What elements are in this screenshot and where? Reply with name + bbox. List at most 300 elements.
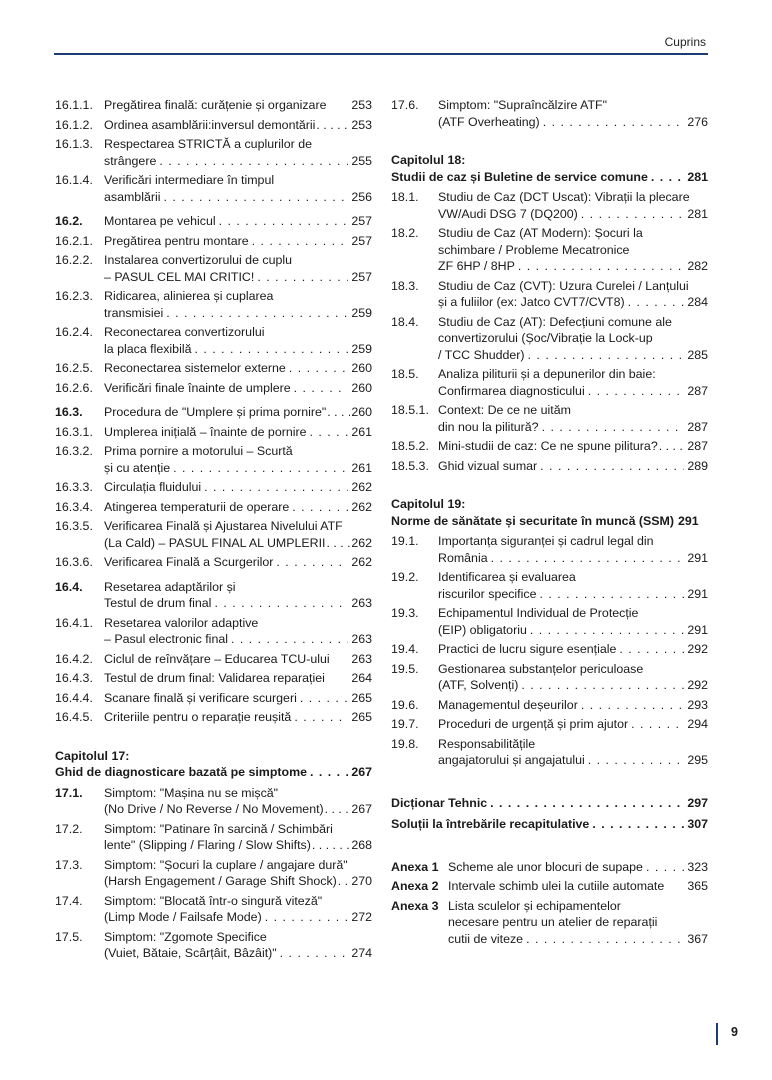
page-ref: 261	[351, 460, 372, 475]
toc-entry[interactable]	[55, 424, 372, 441]
annex-entry[interactable]	[391, 878, 708, 895]
section-number: 18.4.	[391, 314, 419, 329]
toc-entry[interactable]	[55, 499, 372, 516]
entry-body	[104, 404, 372, 421]
dot-leader	[159, 153, 348, 170]
toc-entry-text: Scanare finală și verificare scurgeri	[104, 690, 297, 705]
toc-line	[438, 278, 708, 295]
toc-line	[104, 252, 372, 269]
toc-entry-text: din nou la pilitură?	[438, 419, 539, 434]
page-ref: 281	[687, 206, 708, 221]
section-number: 17.5.	[55, 929, 83, 944]
toc-line	[104, 857, 372, 874]
page-ref: 282	[687, 259, 708, 273]
toc-entry[interactable]	[55, 479, 372, 496]
entry-body	[104, 690, 372, 707]
toc-entry-text: Resetarea adaptărilor și	[104, 579, 236, 594]
entry-body	[104, 172, 372, 205]
toc-entry-text: Studiu de Caz (AT): Defecțiuni comune ale	[438, 314, 672, 329]
toc-entry[interactable]	[55, 213, 372, 230]
toc-entry-text: Pregătirea pentru montare	[104, 233, 249, 248]
dot-leader	[252, 233, 349, 250]
page-ref: 262	[351, 480, 372, 494]
entry-body	[104, 288, 372, 321]
dot-leader	[219, 213, 349, 230]
toc-line	[104, 535, 372, 552]
toc-entry-text: Verificări intermediare în timpul	[104, 173, 275, 187]
toc-entry[interactable]	[55, 821, 372, 854]
chapter-heading-text: Capitolul 18:	[391, 153, 466, 167]
toc-entry[interactable]	[55, 670, 372, 687]
entry-body	[104, 579, 372, 612]
toc-line	[438, 294, 708, 311]
toc-entry[interactable]	[55, 443, 372, 476]
section-number: 17.6.	[391, 98, 419, 112]
page-ref: 268	[351, 838, 372, 852]
toc-line	[438, 533, 708, 550]
toc-entry[interactable]	[391, 533, 708, 566]
toc-line	[104, 690, 372, 707]
page-ref: 291	[687, 550, 708, 565]
toc-entry-text: Ordinea asamblării:inversul demontării	[104, 117, 316, 132]
chapter-heading-line	[391, 513, 708, 530]
toc-entry-text: Ghid vizual sumar	[438, 458, 538, 473]
page-ref: 262	[351, 535, 372, 550]
entry-body	[104, 360, 372, 377]
toc-line	[448, 931, 708, 948]
toc-line	[438, 550, 708, 567]
toc-entry[interactable]	[55, 929, 372, 962]
entry-body	[438, 278, 708, 311]
toc-line	[438, 189, 708, 206]
page-ref: 284	[687, 295, 708, 309]
section-number: 17.1.	[55, 785, 83, 800]
page-ref: 297	[687, 795, 708, 810]
toc-entry-text: Practici de lucru sigure esențiale	[438, 642, 617, 656]
toc-entry-text: Criteriile pentru o reparație reușită	[104, 710, 292, 724]
toc-entry-text: Lista sculelor și echipamentelor	[448, 898, 621, 913]
toc-entry[interactable]	[55, 117, 372, 134]
entry-body	[104, 443, 372, 476]
section-number: 18.1.	[391, 190, 419, 204]
section-number: 19.4.	[391, 642, 419, 656]
entry-body	[104, 324, 372, 357]
section-number: 16.2.5.	[55, 361, 93, 375]
toc-line	[391, 795, 708, 812]
toc-entry[interactable]	[391, 641, 708, 658]
page-ref: 255	[351, 153, 372, 168]
toc-entry[interactable]	[55, 360, 372, 377]
dot-leader	[194, 341, 348, 358]
section-number: 16.3.6.	[55, 555, 93, 569]
toc-entry[interactable]	[55, 518, 372, 551]
toc-line	[438, 641, 708, 658]
toc-line	[104, 380, 372, 397]
toc-entry-text: Dicționar Tehnic	[391, 795, 488, 810]
dot-leader	[651, 169, 684, 186]
page-ref: 281	[687, 169, 708, 184]
entry-body	[438, 458, 708, 475]
section-number: 19.5.	[391, 661, 419, 676]
annex-entry[interactable]	[391, 859, 708, 876]
dot-leader	[542, 419, 685, 436]
page-ref: 263	[351, 596, 372, 610]
chapter-heading-line	[391, 169, 708, 186]
page-ref: 256	[351, 189, 372, 204]
section-number: 17.3.	[55, 857, 83, 872]
toc-entry[interactable]	[391, 438, 708, 455]
toc-line	[104, 213, 372, 230]
toc-column-right	[391, 97, 708, 950]
entry-body	[104, 554, 372, 571]
toc-entry-text: Verificarea Finală și Ajustarea Nivelului ATF	[104, 519, 343, 533]
entry-body	[104, 252, 372, 285]
toc-entry-text: Reconectarea sistemelor externe	[104, 361, 286, 375]
toc-line	[104, 651, 372, 668]
entry-body	[448, 878, 708, 895]
toc-entry-text: (No Drive / No Reverse / No Movement)	[104, 802, 324, 816]
toc-line	[448, 898, 708, 915]
toc-entry[interactable]	[391, 402, 708, 435]
toc-line	[104, 670, 372, 687]
chapter-heading-text: Norme de sănătate și securitate în muncă (SSM)	[391, 513, 675, 528]
toc-entry-text: Studiu de Caz (CVT): Uzura Curelei / Lanțului	[438, 278, 689, 293]
entry-body	[104, 651, 372, 668]
section-number: 16.3.3.	[55, 480, 93, 494]
toc-line	[438, 366, 708, 383]
entry-body	[104, 785, 372, 818]
toc-entry-text: Simptom: "Patinare în sarcină / Schimbări	[104, 821, 333, 836]
toc-entry[interactable]	[391, 366, 708, 399]
entry-body	[438, 97, 708, 130]
toc-line	[438, 225, 708, 242]
page-ref: 257	[351, 214, 372, 228]
dot-leader	[631, 716, 684, 733]
toc-entry[interactable]	[391, 569, 708, 602]
dot-leader	[316, 117, 350, 134]
toc-line	[438, 258, 708, 275]
toc-entry-text: (Vuiet, Bătaie, Scârțâit, Bâzâit)"	[104, 946, 277, 960]
section-number: 16.3.4.	[55, 499, 93, 514]
toc-line	[438, 586, 708, 603]
toc-entry-text: Simptom: "Supraîncălzire ATF"	[438, 98, 608, 112]
toc-entry[interactable]	[391, 605, 708, 638]
section-number: 16.2.2.	[55, 253, 93, 267]
toc-entry-text: Analiza piliturii și a depunerilor din baie:	[438, 367, 656, 381]
toc-entry[interactable]	[55, 554, 372, 571]
toc-line	[104, 269, 372, 286]
toc-entry-text: Simptom: "Șocuri la cuplare / angajare dură"	[104, 857, 348, 872]
toc-line	[104, 404, 372, 421]
dot-leader	[214, 595, 348, 612]
toc-line	[104, 324, 372, 341]
dot-leader	[592, 816, 684, 833]
toc-line	[104, 288, 372, 305]
toc-entry-text: Intervale schimb ulei la cutiile automate	[448, 879, 665, 893]
page-ref: 262	[351, 555, 372, 569]
entry-body	[104, 499, 372, 516]
toc-line	[104, 136, 372, 153]
entry-body	[438, 225, 708, 275]
toc-entry[interactable]	[391, 278, 708, 311]
section-number: 16.1.2.	[55, 117, 93, 132]
toc-entry[interactable]	[391, 697, 708, 714]
toc-line	[438, 347, 708, 364]
section-number: 19.6.	[391, 697, 419, 712]
annex-label: Anexa 3	[391, 898, 439, 913]
entry-body	[448, 898, 708, 948]
page-ref: 260	[351, 380, 372, 395]
page-ref: 263	[351, 632, 372, 646]
toc-entry-text: Verificări finale înainte de umplere	[104, 380, 291, 395]
toc-entry-text: cutii de viteze	[448, 931, 524, 946]
toc-entry[interactable]	[55, 324, 372, 357]
running-header-title: Cuprins	[664, 35, 706, 49]
toc-entry[interactable]	[55, 857, 372, 890]
page-ref: 274	[351, 946, 372, 960]
dot-leader	[491, 550, 685, 567]
entry-body	[438, 533, 708, 566]
toc-line	[438, 716, 708, 733]
page-ref: 270	[351, 874, 372, 888]
toc-entry[interactable]	[391, 314, 708, 364]
dot-leader	[540, 458, 684, 475]
toc-entry[interactable]	[55, 579, 372, 612]
toc-entry-text: Testul de drum final: Validarea reparației	[104, 671, 325, 685]
toc-entry[interactable]	[55, 893, 372, 926]
page-ref: 292	[687, 642, 708, 656]
chapter-heading-line	[55, 748, 372, 765]
toc-line	[104, 479, 372, 496]
page-number-bar	[716, 1023, 718, 1045]
toc-entry[interactable]	[55, 404, 372, 421]
toc-entry-text: Responsabilitățile	[438, 736, 536, 751]
entry-body	[104, 97, 372, 114]
toc-line	[104, 801, 372, 818]
toc-entry-text: Verificarea Finală a Scurgerilor	[104, 555, 274, 569]
toc-entry-text: Umplerea inițială – înainte de pornire	[104, 424, 307, 439]
toc-entry-text: Gestionarea substanțelor periculoase	[438, 661, 644, 676]
dot-leader	[166, 305, 348, 322]
entry-body	[438, 366, 708, 399]
dot-leader	[257, 269, 348, 286]
dot-leader	[294, 380, 349, 397]
dot-leader	[310, 764, 348, 781]
toc-entry[interactable]	[391, 661, 708, 694]
toc-line	[438, 206, 708, 223]
section-number: 16.2.1.	[55, 233, 93, 248]
toc-entry[interactable]	[55, 690, 372, 707]
toc-entry[interactable]	[391, 189, 708, 222]
page-ref: 259	[351, 341, 372, 356]
toc-entry-text: Confirmarea diagnosticului	[438, 383, 585, 398]
toc-entry[interactable]	[55, 380, 372, 397]
toc-entry[interactable]	[55, 615, 372, 648]
dot-leader	[163, 189, 348, 206]
toc-line	[104, 153, 372, 170]
page-ref: 291	[678, 513, 699, 528]
section-number: 19.8.	[391, 736, 419, 751]
annex-label: Anexa 1	[391, 859, 439, 874]
dot-leader	[310, 424, 349, 441]
entry-body	[438, 402, 708, 435]
page-ref: 265	[351, 710, 372, 724]
toc-entry-text: strângere	[104, 153, 157, 168]
toc-section-heading[interactable]	[391, 816, 708, 833]
page-ref: 263	[351, 651, 372, 666]
toc-entry[interactable]	[55, 709, 372, 726]
page-ref: 367	[687, 931, 708, 946]
toc-entry-text: și cu atenție	[104, 460, 171, 475]
section-number: 19.3.	[391, 606, 419, 620]
section-number: 16.2.3.	[55, 289, 93, 303]
toc-entry[interactable]	[55, 233, 372, 250]
toc-line	[104, 117, 372, 134]
toc-line	[104, 595, 372, 612]
entry-body	[104, 893, 372, 926]
toc-entry-text: Reconectarea convertizorului	[104, 325, 265, 339]
toc-entry[interactable]	[55, 97, 372, 114]
toc-line	[104, 360, 372, 377]
toc-line	[438, 438, 708, 455]
dot-leader	[659, 438, 687, 455]
toc-line	[438, 622, 708, 639]
page-ref: 293	[687, 697, 708, 712]
dot-leader	[300, 690, 348, 707]
toc-entry-text: Simptom: "Zgomote Specifice	[104, 929, 267, 944]
toc-entry[interactable]	[55, 651, 372, 668]
toc-line	[438, 752, 708, 769]
toc-line	[104, 460, 372, 477]
toc-entry-text: (La Cald) – PASUL FINAL AL UMPLERII	[104, 535, 326, 550]
toc-entry-text: Simptom: "Blocată într-o singură viteză"	[104, 893, 323, 908]
toc-line	[438, 383, 708, 400]
toc-entry[interactable]	[391, 458, 708, 475]
dot-leader	[292, 499, 348, 516]
toc-line	[438, 402, 708, 419]
toc-entry-text: (Harsh Engagement / Garage Shift Shock)	[104, 874, 337, 888]
toc-line	[438, 330, 708, 347]
toc-entry-text: Testul de drum final	[104, 596, 212, 610]
page-ref: 291	[687, 586, 708, 601]
toc-entry-text: Studiu de Caz (AT Modern): Șocuri la	[438, 226, 643, 240]
toc-entry-text: Prima pornire a motorului – Scurtă	[104, 444, 293, 458]
annex-entry[interactable]	[391, 898, 708, 948]
page-ref: 289	[687, 458, 708, 473]
toc-line	[438, 736, 708, 753]
section-number: 19.1.	[391, 534, 419, 548]
section-number: 16.1.3.	[55, 137, 93, 151]
dot-leader	[521, 677, 684, 694]
toc-entry-text: Scheme ale unor blocuri de supape	[448, 859, 643, 874]
dot-leader	[646, 859, 684, 876]
toc-entry[interactable]	[391, 225, 708, 275]
section-number: 16.3.1.	[55, 424, 93, 439]
entry-body	[438, 438, 708, 455]
page-ref: 261	[351, 424, 372, 439]
toc-line	[438, 697, 708, 714]
section-number: 18.3.	[391, 278, 419, 293]
page-ref: 295	[687, 753, 708, 767]
dot-leader	[588, 752, 685, 769]
page-ref: 262	[351, 499, 372, 514]
dot-leader	[327, 404, 350, 421]
toc-entry-text: Ridicarea, alinierea și cuplarea	[104, 289, 274, 303]
entry-body	[438, 661, 708, 694]
chapter-heading[interactable]	[391, 152, 708, 185]
toc-entry[interactable]	[391, 716, 708, 733]
toc-column-left	[55, 97, 372, 965]
dot-leader	[294, 709, 348, 726]
page-ref: 272	[351, 910, 372, 924]
toc-entry-text: Respectarea STRICTĂ a cuplurilor de	[104, 137, 312, 151]
toc-entry[interactable]	[391, 736, 708, 769]
toc-line	[104, 893, 372, 910]
toc-entry[interactable]	[55, 136, 372, 169]
toc-entry-text: (Limp Mode / Failsafe Mode)	[104, 910, 262, 924]
toc-entry-text: angajatorului și angajatului	[438, 753, 585, 767]
toc-entry-text: Atingerea temperaturii de operare	[104, 499, 290, 514]
toc-entry[interactable]	[391, 97, 708, 130]
entry-body	[438, 697, 708, 714]
entry-body	[104, 136, 372, 169]
section-number: 19.7.	[391, 717, 419, 731]
section-number: 16.4.2.	[55, 651, 93, 666]
chapter-heading[interactable]	[391, 496, 708, 529]
chapter-heading-line	[391, 496, 708, 513]
section-number: 16.4.4.	[55, 690, 93, 705]
toc-line	[104, 821, 372, 838]
section-number: 16.4.	[55, 579, 83, 594]
toc-line	[438, 242, 708, 259]
page-number: 9	[731, 1025, 738, 1039]
toc-entry-text: asamblării	[104, 189, 161, 204]
entry-body	[438, 569, 708, 602]
toc-entry-text: Soluții la întrebările recapitulative	[391, 817, 590, 831]
entry-body	[104, 615, 372, 648]
section-number: 18.5.	[391, 367, 419, 381]
page-ref: 260	[351, 405, 372, 419]
toc-line	[104, 518, 372, 535]
toc-line	[104, 424, 372, 441]
dot-leader	[528, 347, 685, 364]
toc-entry[interactable]	[55, 785, 372, 818]
toc-line	[104, 341, 372, 358]
dot-leader	[526, 931, 684, 948]
toc-line	[104, 929, 372, 946]
dot-leader	[325, 801, 351, 818]
entry-body	[104, 821, 372, 854]
section-number: 17.4.	[55, 893, 83, 908]
dot-leader	[204, 479, 348, 496]
toc-entry-text: (ATF, Solvenți)	[438, 678, 519, 692]
toc-section-heading[interactable]	[391, 795, 708, 812]
dot-leader	[628, 294, 685, 311]
toc-line	[104, 615, 372, 632]
dot-leader	[265, 909, 349, 926]
section-number: 18.5.2.	[391, 439, 429, 453]
section-number: 16.1.4.	[55, 173, 93, 187]
toc-entry[interactable]	[55, 288, 372, 321]
chapter-heading[interactable]	[55, 748, 372, 781]
toc-entry[interactable]	[55, 252, 372, 285]
toc-line	[104, 443, 372, 460]
toc-entry[interactable]	[55, 172, 372, 205]
toc-entry-text: Identificarea și evaluarea	[438, 570, 576, 584]
toc-entry-text: și a fuliilor (ex: Jatco CVT7/CVT8)	[438, 295, 625, 309]
toc-entry-text: ZF 6HP / 8HP	[438, 259, 515, 273]
entry-body	[438, 736, 708, 769]
